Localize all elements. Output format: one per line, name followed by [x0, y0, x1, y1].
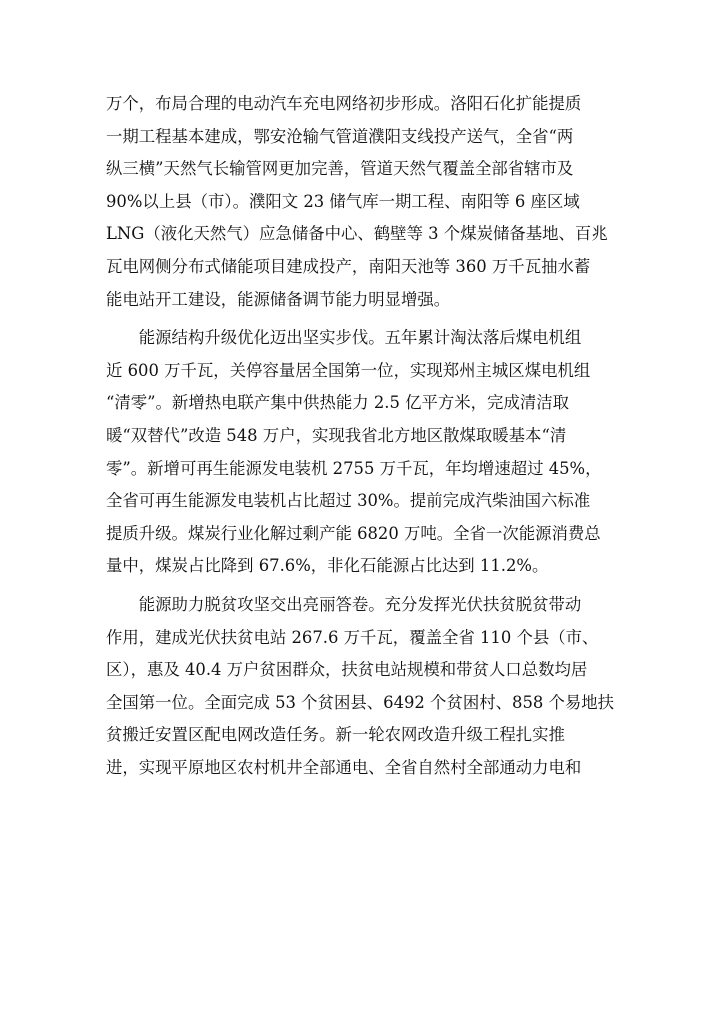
text-line: 纵三横”天然气长输管网更加完善，管道天然气覆盖全部省辖市及 — [106, 159, 574, 179]
text-line: 量中，煤炭占比降到 67.6%，非化石能源占比达到 11.2%。 — [106, 556, 549, 576]
text-line: 全省可再生能源发电装机占比超过 30%。提前完成汽柴油国六标准 — [106, 491, 591, 511]
text-line: 90%以上县（市）。濮阳文 23 储气库一期工程、南阳等 6 座区域 — [106, 191, 580, 211]
text-line: 贫搬迁安置区配电网改造任务。新一轮农网改造升级工程扎实推 — [106, 725, 565, 745]
text-line: 作用，建成光伏扶贫电站 267.6 万千瓦，覆盖全省 110 个县（市、 — [106, 627, 599, 647]
text-line: 暖“双替代”改造 548 万户，实现我省北方地区散煤取暖基本“清 — [106, 425, 567, 445]
text-line: 进，实现平原地区农村机井全部通电、全省自然村全部通动力电和 — [106, 757, 582, 777]
text-line: 一期工程基本建成，鄂安沧输气管道濮阳支线投产送气，全省“两 — [106, 126, 574, 146]
paragraph-energy-storage — [106, 88, 626, 316]
paragraph-poverty-alleviation — [106, 589, 626, 785]
text-line: 全国第一位。全面完成 53 个贫困县、6492 个贫困村、858 个易地扶 — [106, 692, 615, 712]
text-line: 万个，布局合理的电动汽车充电网络初步形成。洛阳石化扩能提质 — [106, 94, 582, 113]
text-line: “清零”。新增热电联产集中供热能力 2.5 亿平方米，完成清洁取 — [106, 393, 570, 413]
text-line: LNG（液化天然气）应急储备中心、鹤壁等 3 个煤炭储备基地、百兆 — [106, 224, 608, 244]
paragraph-energy-structure — [106, 322, 626, 583]
text-line: 能源助力脱贫攻坚交出亮丽答卷。充分发挥光伏扶贫脱贫带动 — [106, 594, 582, 614]
text-line: 瓦电网侧分布式储能项目建成投产，南阳天池等 360 万千瓦抽水蓄 — [106, 256, 591, 276]
body-text — [106, 88, 626, 784]
text-line: 区），惠及 40.4 万户贫困群众，扶贫电站规模和带贫人口总数均居 — [106, 660, 588, 680]
text-line: 能源结构升级优化迈出坚实步伐。五年累计淘汰落后煤电机组 — [106, 328, 582, 348]
text-line: 近 600 万千瓦，关停容量居全国第一位，实现郑州主城区煤电机组 — [106, 360, 591, 380]
text-line: 零”。新增可再生能源发电装机 2755 万千瓦，年均增速超过 45%， — [106, 458, 602, 478]
text-line: 提质升级。煤炭行业化解过剩产能 6820 万吨。全省一次能源消费总 — [106, 523, 601, 543]
text-line: 能电站开工建设，能源储备调节能力明显增强。 — [106, 289, 451, 309]
